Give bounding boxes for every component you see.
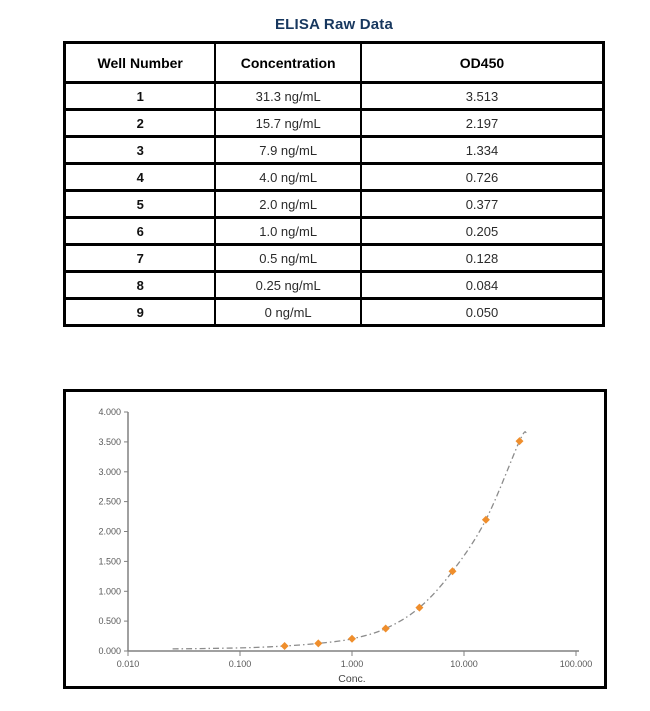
well-number-cell: 4 — [65, 164, 216, 191]
well-number-cell: 9 — [65, 299, 216, 326]
table-header — [65, 43, 604, 83]
table-row — [65, 83, 604, 110]
od450-cell: 0.128 — [361, 245, 604, 272]
od450-cell: 0.050 — [361, 299, 604, 326]
od450-cell: 3.513 — [361, 83, 604, 110]
standard-curve-chart — [66, 392, 604, 686]
well-number-cell: 5 — [65, 191, 216, 218]
column-header: Concentration — [215, 43, 361, 83]
y-tick-label: 0.500 — [98, 616, 121, 627]
od450-cell: 2.197 — [361, 110, 604, 137]
table-row — [65, 110, 604, 137]
concentration-cell: 7.9 ng/mL — [215, 137, 361, 164]
x-tick-label: 10.000 — [450, 659, 478, 669]
data-point-marker — [314, 639, 322, 647]
y-tick-label: 3.500 — [98, 436, 121, 447]
table-row — [65, 272, 604, 299]
x-tick-label: 100.000 — [559, 659, 593, 669]
table-row — [65, 164, 604, 191]
fit-curve-line — [173, 432, 527, 649]
data-point-marker — [482, 516, 490, 524]
column-header: OD450 — [361, 43, 604, 83]
y-tick-label: 2.500 — [98, 496, 121, 507]
od450-cell: 1.334 — [361, 137, 604, 164]
concentration-cell: 1.0 ng/mL — [215, 218, 361, 245]
concentration-cell: 0.25 ng/mL — [215, 272, 361, 299]
well-number-cell: 8 — [65, 272, 216, 299]
table-row — [65, 137, 604, 164]
well-number-cell: 2 — [65, 110, 216, 137]
y-tick-label: 3.000 — [98, 466, 121, 477]
y-tick-label: 4.000 — [98, 407, 121, 417]
concentration-cell: 4.0 ng/mL — [215, 164, 361, 191]
concentration-cell: 31.3 ng/mL — [215, 83, 361, 110]
well-number-cell: 3 — [65, 137, 216, 164]
od450-cell: 0.377 — [361, 191, 604, 218]
y-tick-label: 0.000 — [98, 646, 121, 656]
well-number-cell: 7 — [65, 245, 216, 272]
data-point-marker — [281, 642, 289, 650]
table-row — [65, 191, 604, 218]
well-number-cell: 6 — [65, 218, 216, 245]
table-row — [65, 299, 604, 326]
y-tick-label: 2.000 — [98, 526, 121, 537]
y-tick-label: 1.000 — [98, 586, 121, 597]
od450-cell: 0.726 — [361, 164, 604, 191]
well-number-cell: 1 — [65, 83, 216, 110]
table-row — [65, 245, 604, 272]
x-tick-label: 0.100 — [228, 659, 252, 669]
concentration-cell: 2.0 ng/mL — [215, 191, 361, 218]
concentration-cell: 0 ng/mL — [215, 299, 361, 326]
elisa-raw-data-table — [63, 41, 605, 327]
od450-cell: 0.205 — [361, 218, 604, 245]
data-point-marker — [382, 625, 390, 633]
concentration-cell: 0.5 ng/mL — [215, 245, 361, 272]
table-row — [65, 218, 604, 245]
x-tick-label: 0.010 — [116, 659, 140, 669]
data-point-marker — [516, 437, 524, 445]
data-point-marker — [348, 635, 356, 643]
table-header-row — [65, 43, 604, 83]
x-tick-label: 1.000 — [340, 659, 364, 669]
page-title: ELISA Raw Data — [274, 16, 394, 33]
concentration-cell: 15.7 ng/mL — [215, 110, 361, 137]
x-axis-label: Conc. — [338, 673, 366, 685]
column-header: Well Number — [65, 43, 216, 83]
od450-cell: 0.084 — [361, 272, 604, 299]
standard-curve-panel — [63, 389, 607, 689]
y-tick-label: 1.500 — [98, 556, 121, 567]
